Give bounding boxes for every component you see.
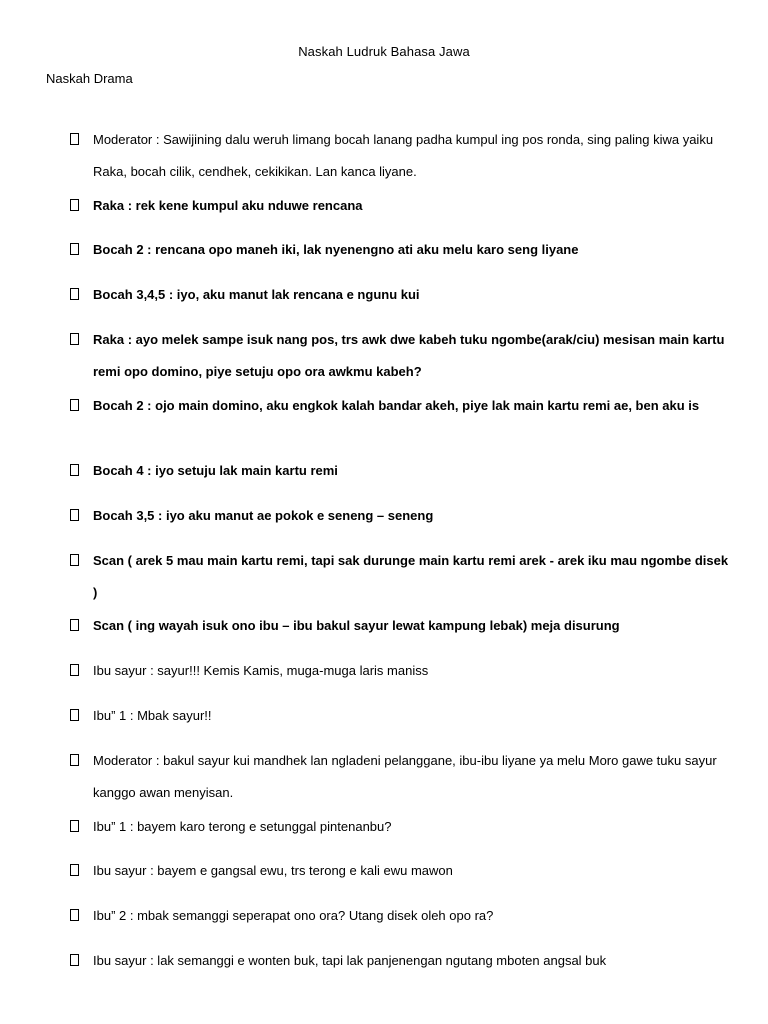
missing-glyph-icon [70, 243, 79, 255]
entry-text: Moderator : bakul sayur kui mandhek lan ngladeni pelanggane, ibu-ibu liyane ya melu Moro gawe tuku sayur kanggo awan menyisan. [93, 753, 717, 800]
entry-text: Bocah 2 : rencana opo maneh iki, lak nyenengno ati aku melu karo seng liyane [93, 242, 579, 257]
missing-glyph-icon [70, 864, 79, 876]
missing-glyph-icon [70, 133, 79, 145]
document-title: Naskah Ludruk Bahasa Jawa [298, 44, 470, 59]
entry-text: Moderator : Sawijining dalu weruh limang bocah lanang padha kumpul ing pos ronda, sing paling kiwa yaiku Raka, bocah cilik, cendhek, cekikikan. Lan kanca liyane. [93, 132, 714, 179]
missing-glyph-icon [70, 464, 79, 476]
entry-text: Bocah 3,4,5 : iyo, aku manut lak rencana e ngunu kui [93, 287, 420, 302]
missing-glyph-icon [70, 754, 79, 766]
missing-glyph-icon [70, 954, 79, 966]
entry-text: Bocah 3,5 : iyo aku manut ae pokok e seneng – seneng [93, 508, 434, 523]
missing-glyph-icon [70, 664, 79, 676]
missing-glyph-icon [70, 709, 79, 721]
missing-glyph-icon [70, 619, 79, 631]
missing-glyph-icon [70, 909, 79, 921]
entry-text: Ibu” 2 : mbak semanggi seperapat ono ora? Utang disek oleh opo ra? [93, 908, 494, 923]
entry-text: Ibu sayur : lak semanggi e wonten buk, tapi lak panjenengan ngutang mboten angsal buk [93, 953, 607, 968]
entry-text: Bocah 4 : iyo setuju lak main kartu remi [93, 463, 338, 478]
entry-text: Raka : ayo melek sampe isuk nang pos, trs awk dwe kabeh tuku ngombe(arak/ciu) mesisan main kartu remi opo domino, piye setuju opo ora awkmu kabeh? [93, 332, 725, 379]
missing-glyph-icon [70, 399, 79, 411]
missing-glyph-icon [70, 554, 79, 566]
missing-glyph-icon [70, 820, 79, 832]
missing-glyph-icon [70, 509, 79, 521]
entry-text: Bocah 2 : ojo main domino, aku engkok kalah bandar akeh, piye lak main kartu remi ae, ben aku is [93, 398, 700, 413]
entry-text: Scan ( arek 5 mau main kartu remi, tapi sak durunge main kartu remi arek - arek iku mau ngombe disek ) [93, 553, 729, 600]
document-subtitle: Naskah Drama [46, 71, 133, 86]
entry-text: Ibu sayur : bayem e gangsal ewu, trs terong e kali ewu mawon [93, 863, 453, 878]
entry-text: Raka : rek kene kumpul aku nduwe rencana [93, 198, 363, 213]
entry-text: Scan ( ing wayah isuk ono ibu – ibu bakul sayur lewat kampung lebak) meja disurung [93, 618, 620, 633]
missing-glyph-icon [70, 199, 79, 211]
entry-text: Ibu” 1 : bayem karo terong e setunggal pintenanbu? [93, 819, 392, 834]
entry-text: Ibu sayur : sayur!!! Kemis Kamis, muga-muga laris maniss [93, 663, 429, 678]
missing-glyph-icon [70, 288, 79, 300]
entry-text: Ibu” 1 : Mbak sayur!! [93, 708, 212, 723]
missing-glyph-icon [70, 333, 79, 345]
